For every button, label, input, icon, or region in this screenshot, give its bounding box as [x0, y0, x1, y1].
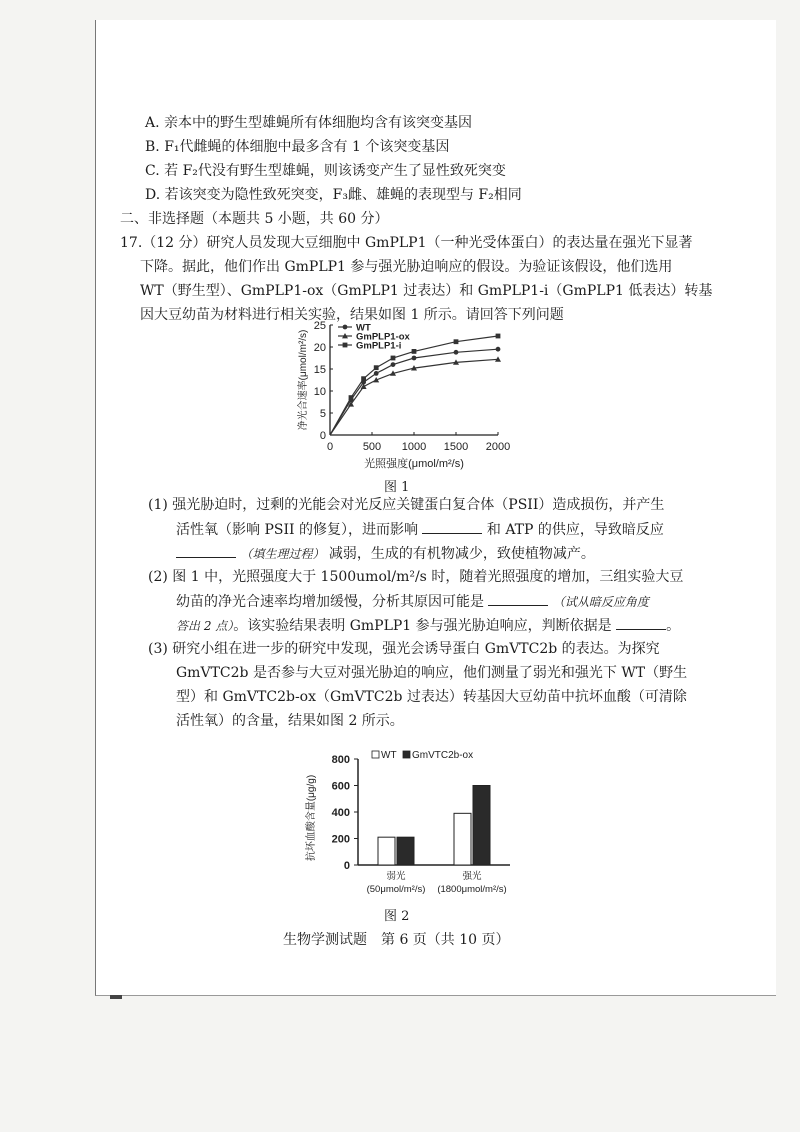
data-point: [391, 356, 396, 361]
legend-swatch: [403, 751, 410, 758]
legend-label: GmVTC2b-ox: [412, 750, 474, 761]
x-tick-label: 0: [326, 441, 334, 453]
bar-gmvtc2b-ox: [473, 786, 490, 866]
q17-1-line-1: (1) 强光胁迫时，过剩的光能会对光反应关键蛋白复合体（PSII）造成损伤，并产生: [148, 497, 665, 513]
legend-label: WT: [381, 750, 397, 761]
q17-line-4: 因大豆幼苗为材料进行相关实验，结果如图 1 所示。请回答下列问题: [140, 307, 564, 323]
q17-line-3: WT（野生型）、GmPLP1-ox（GmPLP1 过表达）和 GmPLP1-i（GmPLP1 低表达）转基: [140, 283, 713, 299]
page-footer: 生物学测试题 第 6 页（共 10 页）: [283, 932, 510, 948]
category-sublabel: (50μmol/m²/s): [366, 884, 426, 895]
legend-swatch: [372, 751, 379, 758]
data-point: [391, 362, 396, 367]
legend-label: WT: [356, 322, 371, 334]
data-point: [349, 395, 354, 400]
legend-label: GmPLP1-ox: [356, 331, 410, 343]
q17-2-text-a: 幼苗的净光合速率均增加缓慢，分析其原因可能是: [176, 594, 484, 610]
q17-line-1: 17.（12 分）研究人员发现大豆细胞中 GmPLP1（一种光受体蛋白）的表达量在强光下显著: [120, 235, 693, 251]
x-axis-label: 光照强度(μmol/m²/s): [364, 458, 464, 470]
data-point: [361, 376, 366, 381]
q17-3-line-4: 活性氧）的含量，结果如图 2 所示。: [176, 713, 404, 729]
q17-2-line-2: [176, 591, 649, 612]
q17-2-line-1: (2) 图 1 中，光照强度大于 1500umol/m²/s 时，随着光照强度的增加，三组实验大豆: [148, 569, 684, 585]
option-a: A. 亲本中的野生型雄蝇所有体细胞均含有该突变基因: [145, 115, 473, 131]
q17-1-line-3: [176, 543, 595, 564]
y-tick-label: 15: [313, 364, 326, 376]
y-tick-label: 600: [331, 780, 350, 793]
q17-1-text-c: 减弱，生成的有机物减少，致使植物减产。: [328, 546, 595, 562]
y-axis-label: 抗坏血酸含量(μg/g): [306, 774, 317, 862]
option-d: D. 若该突变为隐性致死突变，F₃雌、雄蝇的表现型与 F₂相同: [145, 187, 522, 203]
answer-blank-2[interactable]: [176, 543, 236, 558]
q17-3-line-1: (3) 研究小组在进一步的研究中发现，强光会诱导蛋白 GmVTC2b 的表达。为探究: [148, 641, 660, 657]
option-b: B. F₁代雌蝇的体细胞中最多含有 1 个该突变基因: [145, 139, 450, 155]
data-point: [454, 350, 459, 355]
y-tick-label: 200: [331, 833, 350, 846]
q17-1-hint: （填生理过程）: [240, 547, 325, 561]
answer-blank-3[interactable]: [488, 591, 548, 606]
section-heading: 二、非选择题（本题共 5 小题，共 60 分）: [120, 211, 389, 227]
x-tick-label: 500: [362, 441, 382, 453]
figure-1-line-chart: [290, 315, 520, 475]
y-tick-label: 10: [313, 386, 326, 398]
x-tick-label: 1500: [443, 441, 469, 453]
bar-wt: [454, 813, 471, 865]
y-tick-label: 400: [331, 807, 350, 819]
q17-1-text-a: 活性氧（影响 PSII 的修复），进而影响: [176, 522, 418, 538]
y-tick-label: 20: [313, 342, 326, 354]
data-point: [374, 365, 379, 370]
y-tick-label: 800: [331, 754, 350, 766]
data-point: [412, 356, 417, 361]
y-tick-label: 25: [313, 320, 326, 332]
q17-2-hint-b: 答出 2 点）: [176, 619, 234, 633]
data-point: [454, 339, 459, 344]
q17-2-line-3: [176, 615, 680, 636]
q17-line-2: 下降。据此，他们作出 GmPLP1 参与强光胁迫响应的假设。为验证该假设，他们选用: [140, 259, 673, 275]
q17-3-line-3: 型）和 GmVTC2b-ox（GmVTC2b 过表达）转基因大豆幼苗中抗坏血酸（可清除: [176, 689, 687, 705]
q17-1-line-2: [176, 519, 664, 540]
legend-marker: [343, 343, 348, 348]
data-point: [374, 371, 379, 376]
answer-blank-1[interactable]: [422, 519, 482, 534]
q17-3-line-2: GmVTC2b 是否参与大豆对强光胁迫的响应，他们测量了弱光和强光下 WT（野生: [176, 665, 688, 681]
legend-label: GmPLP1-i: [356, 340, 402, 352]
q17-2-period: 。: [666, 618, 681, 634]
bar-wt: [378, 837, 395, 865]
x-tick-label: 1000: [401, 441, 427, 453]
x-tick-label: 2000: [485, 441, 511, 453]
option-c: C. 若 F₂代没有野生型雄蝇，则该诱变产生了显性致死突变: [145, 163, 506, 179]
category-label: 弱光: [386, 871, 406, 882]
legend-marker: [343, 325, 348, 330]
y-tick-label: 0: [319, 430, 326, 442]
scan-mark: [110, 995, 122, 999]
series-line-1: [330, 359, 498, 435]
q17-1-text-b: 和 ATP 的供应，导致暗反应: [486, 522, 664, 538]
y-tick-label: 5: [319, 408, 326, 420]
data-point: [496, 347, 501, 352]
bar-gmvtc2b-ox: [397, 837, 414, 865]
y-tick-label: 0: [343, 860, 350, 872]
figure-2-bar-chart: [300, 745, 540, 905]
category-sublabel: (1800μmol/m²/s): [437, 884, 507, 895]
figure-1-caption: 图 1: [384, 480, 410, 495]
answer-blank-4[interactable]: [616, 615, 666, 630]
y-axis-label: 净光合速率(μmol/m²/s): [298, 329, 309, 431]
q17-2-hint-a: （试从暗反应角度: [552, 595, 649, 609]
data-point: [412, 349, 417, 354]
figure-2-caption: 图 2: [384, 909, 410, 924]
category-label: 强光: [462, 871, 482, 882]
data-point: [496, 334, 501, 339]
q17-2-text-b: 。该实验结果表明 GmPLP1 参与强光胁迫响应，判断依据是: [233, 618, 612, 634]
